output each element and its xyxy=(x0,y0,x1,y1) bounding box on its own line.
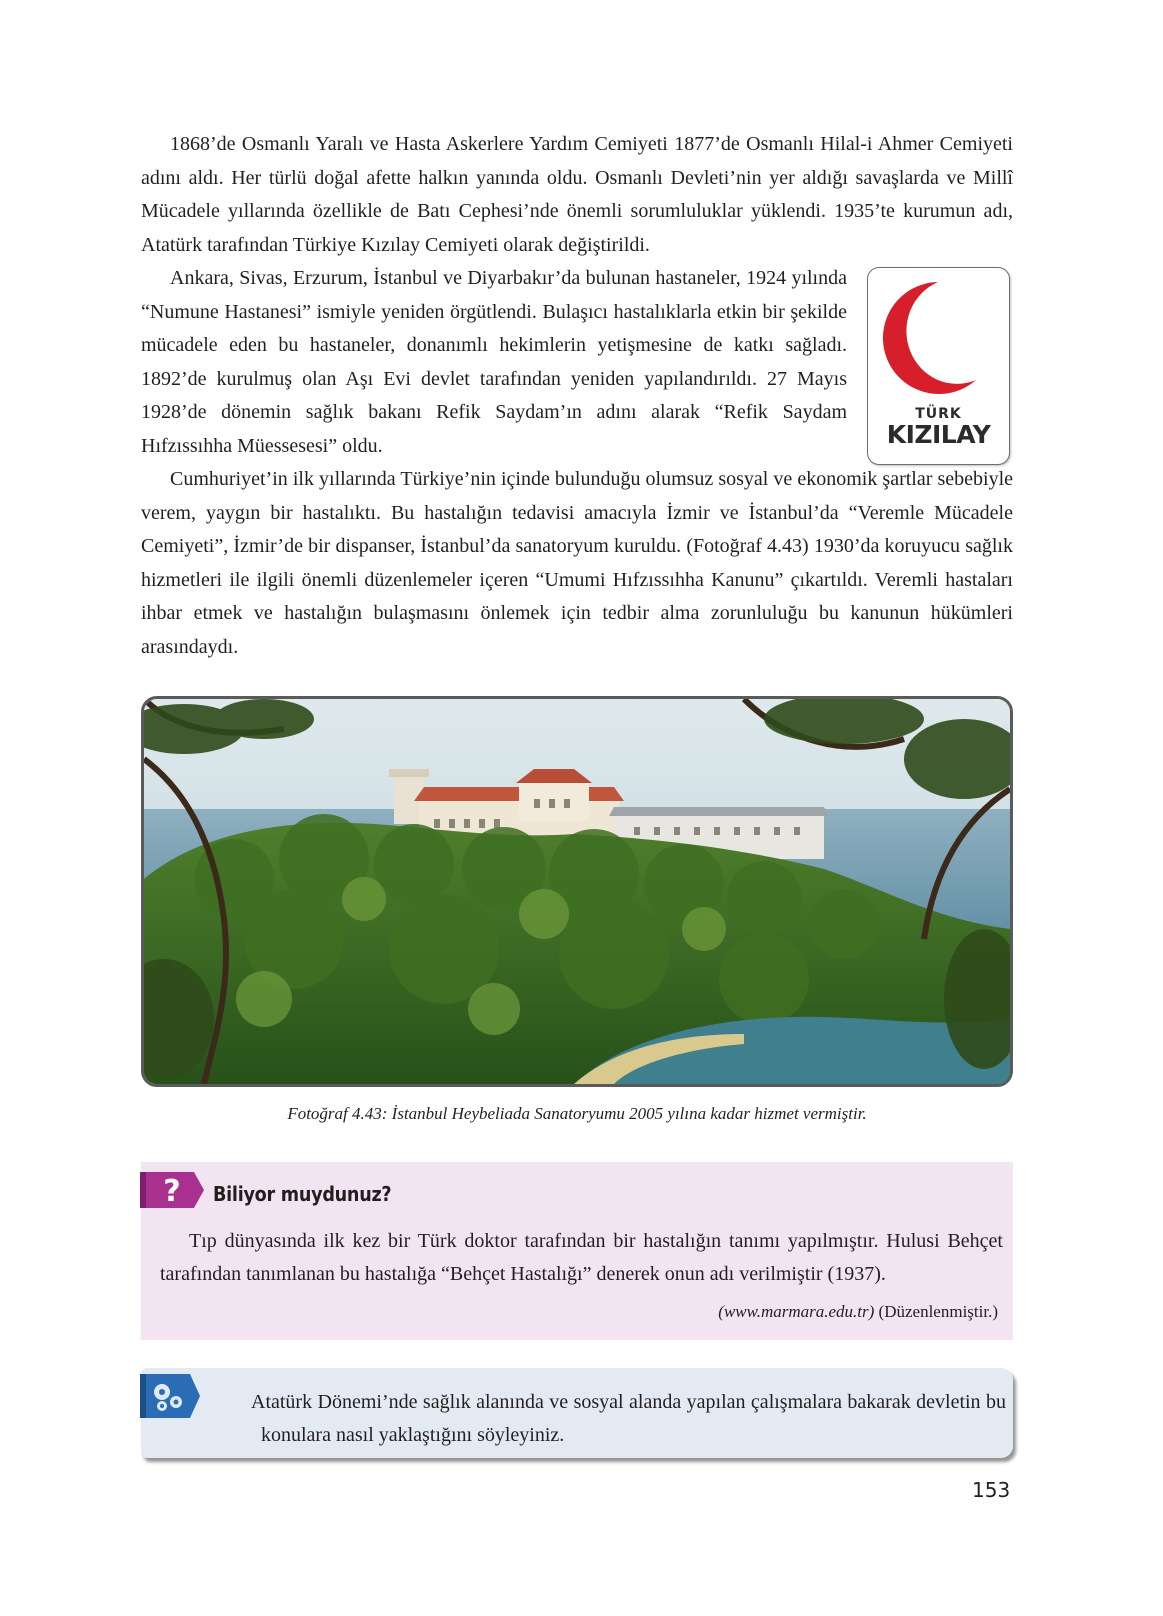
source-link[interactable]: (www.marmara.edu.tr) xyxy=(718,1302,875,1321)
turk-kizilay-logo xyxy=(867,267,1010,465)
question-mark-icon xyxy=(136,1168,206,1212)
did-you-know-source xyxy=(718,1302,998,1322)
paragraph-verem: Cumhuriyet’in ilk yıllarında Türkiye’nin içinde bulunduğu olumsuz sosyal ve ekonomik şartlar sebebiyle verem, yaygın bir hastalıktı. Bu hastalığın tedavisi amacıyla İzmir ve İstanbul’da “Veremle Mücadele Cemiyeti”, İzmir’de bir dispanser, İstanbul’da sanatoryum kuruldu. (Fotoğraf 4.43) 1930’da koruyucu sağlık hizmetleri ile ilgili önemli düzenlemeler içeren “Umumi Hıfzıssıhha Kanunu” çıkartıldı. Veremli hastaları ihbar etmek ve hastalığın bulaşmasını önlemek için tedbir alma zorunluluğu bu kanunun hükümleri arasındaydı. xyxy=(141,468,1013,658)
hospitals-paragraph-block xyxy=(141,262,847,463)
page-number: 153 xyxy=(972,1478,1011,1502)
paragraph-hilal-i-ahmer: 1868’de Osmanlı Yaralı ve Hasta Askerlere Yardım Cemiyeti 1877’de Osmanlı Hilal-i Ahmer Cemiyeti adını aldı. Her türlü doğal afette halkın yanında oldu. Osmanlı Devleti’nin yer aldığı savaşlarda ve Millî Mücadele yıllarında özellikle de Batı Cephesi’nde önemli sorumluluklar yüklendi. 1935’te kurumun adı, Atatürk tarafından Türkiye Kızılay Cemiyeti olarak değiştirildi. xyxy=(141,133,1013,256)
sanatorium-landscape-image xyxy=(144,699,1010,1084)
intro-paragraph xyxy=(141,128,1013,262)
heybeliada-sanatorium-photo xyxy=(141,696,1013,1087)
activity-text: Atatürk Dönemi’nde sağlık alanında ve sosyal alanda yapılan çalışmalara bakarak devletin bu konulara nasıl yaklaştığını söyleyiniz. xyxy=(251,1391,1006,1446)
did-you-know-text: Tıp dünyasında ilk kez bir Türk doktor tarafından bir hastalığın tanımı yapılmıştır. Hulusi Behçet tarafından tanımlanan bu hastalığa “Behçet Hastalığı” denerek onun adı verilmiştir (1937). xyxy=(160,1230,1003,1285)
photo-caption: Fotoğraf 4.43: İstanbul Heybeliada Sanatoryumu 2005 yılına kadar hizmet vermiştir. xyxy=(287,1104,867,1123)
logo-word-kizilay: KIZILAY xyxy=(886,420,991,449)
svg-text:?: ? xyxy=(163,1174,181,1209)
tuberculosis-paragraph-block xyxy=(141,463,1013,664)
gears-icon xyxy=(136,1370,202,1422)
paragraph-numune-hastanesi: Ankara, Sivas, Erzurum, İstanbul ve Diyarbakır’da bulunan hastaneler, 1924 yılında “Numune Hastanesi” ismiyle yeniden örgütlendi. Bulaşıcı hastalıklarla etkin bir şekilde mücadele eden bu hastaneler, donanımlı hekimlerin yetişmesine de katkı sağladı. 1892’de kurulmuş olan Aşı Evi devlet tarafından yeniden yapılandırıldı. 27 Mayıs 1928’de dönemin sağlık bakanı Refik Saydam’ın adını alarak “Refik Saydam Hıfzıssıhha Müessesesi” oldu. xyxy=(141,267,847,457)
logo-word-turk: TÜRK xyxy=(915,406,962,422)
did-you-know-title: Biliyor muydunuz? xyxy=(213,1182,392,1206)
source-note: (Düzenlenmiştir.) xyxy=(874,1302,998,1321)
crescent-icon xyxy=(868,268,1009,408)
